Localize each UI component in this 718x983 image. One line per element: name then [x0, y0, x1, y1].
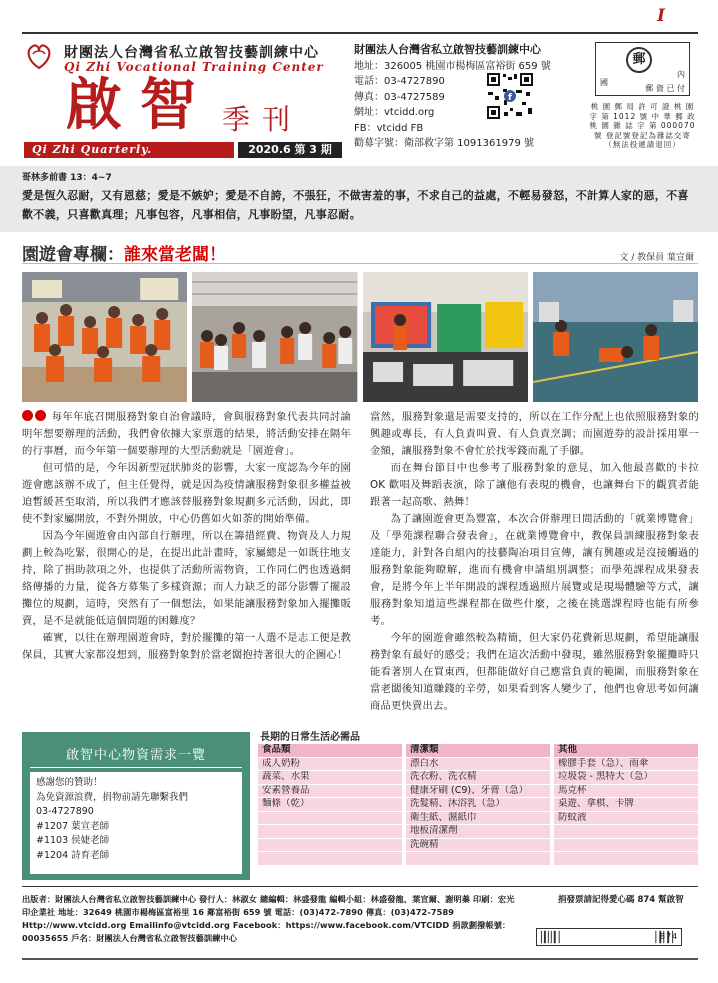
section-label: 園遊會專欄：: [22, 245, 124, 265]
needs-title: 啟智中心物資需求一覽: [30, 744, 242, 768]
logo-icon: [24, 42, 54, 70]
items-caption: 長期的日常生活必需品: [260, 732, 360, 743]
contact-fb: FB：vtcidd FB: [354, 122, 424, 134]
bottom-rule: [22, 958, 698, 960]
article-paragraph: 為了讓園遊會更為豐富，本次合併辦理日間活動的「就業博覽會」及「學苑課程聯合發表會」，在就業博覽會中，教保員訓練服務對象表達能力，針對各自組內的技藝陶冶項目宣傳，讓有興趣或是沒接觸過的服務對象能夠瞭解，進而有機會申請組別調整；而學苑課程成果發表會，是將今年上半年開設的課程透過照片展覽或是現場體驗等方式，讓服務對象知道這些課程都在做些什麼，之後在挑選課程時也能有所參考。: [370, 513, 699, 627]
barcode-number: 874: [660, 932, 679, 941]
items-column-food: 食品類 成人奶粉 蔬菜、水果 安素營養品 麵條（乾）: [258, 744, 402, 878]
postage-stamp: 郵 國 內 郵 資 已 付: [595, 42, 690, 96]
photo-crowd: [192, 272, 357, 402]
needs-panel: [22, 732, 250, 880]
org-name-en: Qi Zhi Vocational Training Center: [64, 60, 324, 74]
org-name-cn: 財團法人台灣省私立啟智技藝訓練中心: [64, 45, 319, 61]
section-heading: [22, 240, 698, 264]
photo-game: [533, 272, 698, 402]
article-column-2: [370, 409, 699, 715]
contact-donation: 勸募字號：衛部救字第 1091361979 號: [354, 138, 534, 149]
needs-contact-card: 感謝您的贊助！ 為免資源浪費，捐物前請先聯繫我們 03-4727890 #1207 葉宣老師 #1103 侯婕老師 #1204 詩育老師: [30, 772, 242, 874]
article-paragraph: 但可惜的是，今年因新型冠狀肺炎的影響，大家一度認為今年的園遊會應該辦不成了，但主任覺得，就是因為疫情讓服務對象很多權益被迫暫緩甚至取消，所以我們才應該替服務對象規劃多元活動，因此，即使不對家屬開放，不對外開放，中心仍舊如火如荼的開始準備。: [22, 462, 351, 525]
article-paragraph: 因為今年園遊會由內部自行辦理，所以在籌措經費、物資及人力規劃上較為吃緊，很開心的是，在提出此計畫時，家屬總是一如既往地支持，除了捐助款項之外，也提供了活動所需物資，工作同仁們也透過網絡傳播的力量，從各方募集了多樣資源；而人力缺乏的部分影響了擺設攤位的規劃，這時，突然有了一個想法，如果能讓服務對象加入擺攤販賣，是不是就能低這個問題的困難度？: [22, 530, 351, 627]
article-column-1: [22, 409, 351, 664]
postage-block: [587, 42, 698, 182]
title-en-bar: Qi Zhi Quarterly.: [24, 142, 234, 158]
publication-title: 啟智: [66, 73, 214, 138]
photo-exhibit: [363, 272, 528, 402]
contact-fax: 傳真：03-4727589: [354, 91, 445, 103]
postage-seal: 郵: [626, 47, 652, 73]
photo-dance: [22, 272, 187, 402]
contact-phone: 電話：03-4727890: [354, 76, 445, 87]
bullet-dot-icon: [22, 410, 33, 421]
photo-strip: [22, 272, 698, 402]
contact-address: 地址：326005 桃園市楊梅區富裕街 659 號: [354, 60, 551, 72]
section-title: 誰來當老闆！: [124, 245, 226, 265]
page-number: I: [657, 6, 665, 26]
svg-text:f: f: [508, 93, 512, 103]
qr-code-icon: [486, 72, 534, 120]
publication-subtitle: 季刊: [222, 103, 303, 136]
masthead: [22, 40, 342, 162]
invoice-donation-note: 捐發票請記得愛心碼 874 幫啟智: [558, 895, 684, 905]
verse-text: 愛是恆久忍耐，又有恩慈；愛是不嫉妒；愛是不自誇，不張狂，不做害羞的事，不求自己的益處，不輕易發怒，不計算人家的惡，不喜歡不義，只喜歡真理；凡事包容，凡事相信，凡事盼望，凡事忍耐。: [22, 189, 689, 221]
article-paragraph: 確實，以往在辦理園遊會時，對於擺攤的第一人選不是志工便是教保員，其實大家都沒想到，服務對象對於當老闆抱持著很大的企圖心！: [22, 632, 351, 661]
items-column-cleaning: 清潔類 漂白水 洗衣粉、洗衣精 健康牙刷 (C9)、牙膏（急） 洗髮精、沐浴乳（急） 衛生紙、濕紙巾 地板清潔劑 洗碗精: [406, 744, 550, 878]
postage-permit: 桃 園 郵 局 許 可 證 桃 園 字 第 1012 號 中 華 郵 政 桃 園 雜 誌 字 第 000070 號 登記號登記為雜誌交寄 （無法投遞請退回）: [589, 102, 696, 149]
contact-title: 財團法人台灣省私立啟智技藝訓練中心: [354, 43, 541, 56]
top-rule: [22, 32, 698, 34]
article-paragraph: 每年年底召開服務對象自治會議時，會與服務對象代表共同討論明年想要辦理的活動，我們會依據大家票選的結果，將活動安排在隔年的行事曆，而今年第一個要辦理的大型活動就是「園遊會」。: [22, 411, 351, 457]
issue-bar: 2020.6 第 3 期: [238, 142, 342, 158]
article-paragraph: 今年的園遊會雖然較為精簡，但大家仍花費新思規劃，希望能讓服務對象有最好的感受；我們在這次活動中發現，雖然服務對象擺攤時只能看著別人在買東西，但都能做好自己應當負責的範圍，而服務對象在當老闆後知道賺錢的辛勞，如果看到客人變少了，他們也會思考如何讓商品更快賣出去。: [370, 632, 699, 712]
verse-reference: 哥林多前書 13：4~7: [22, 173, 112, 183]
article-paragraph: 而在舞台節目中也參考了服務對象的意見，加入他最喜歡的卡拉 OK 歡唱及舞蹈表演，除了讓他有表現的機會，也讓舞台下的觀賞者能跟著一起高歌、熱舞！: [370, 462, 699, 508]
scripture-verse: [0, 166, 718, 232]
items-column-other: 其他 橡膠手套（急）、雨傘 垃圾袋 - 黑特大（急） 馬克杯 桌遊、拿棋、卡牌 防蚊液: [554, 744, 698, 878]
bullet-dot-icon: [35, 410, 46, 421]
article-author: 文 / 教保員 葉宣爾: [619, 253, 694, 263]
needs-section: [22, 728, 698, 880]
items-table: [258, 744, 698, 878]
contact-web: 網址：vtcidd.org: [354, 107, 435, 118]
article-paragraph: 當然，服務對象還是需要支持的，所以在工作分配上也依照服務對象的興趣或專長，有人負責叫賣、有人負責烹調；而園遊券的設計採用單一金額，讓服務對象不會忙於找零錢而亂了手腳。: [370, 411, 699, 457]
publisher-info: 出版者：財團法人台灣省私立啟智技藝訓練中心 發行人：林淑女 總編輯：林盛發龍 編輯小組：林盛發龍、葉宣爾、謝明蓁 印刷：宏光印企業社 地址：32649 桃園市楊梅區富裕里 16 鄰富裕街 659 號 電話：(03)472-7890 傳真：(03)472-7589 Http://www.vtcidd.org Emailinfo@vtcidd.org Facebook：https://www.facebook.com/VTCIDD 捐款劃撥帳號：00035655 戶名：財團法人台灣省私立啟智技藝訓練中心: [22, 894, 515, 943]
